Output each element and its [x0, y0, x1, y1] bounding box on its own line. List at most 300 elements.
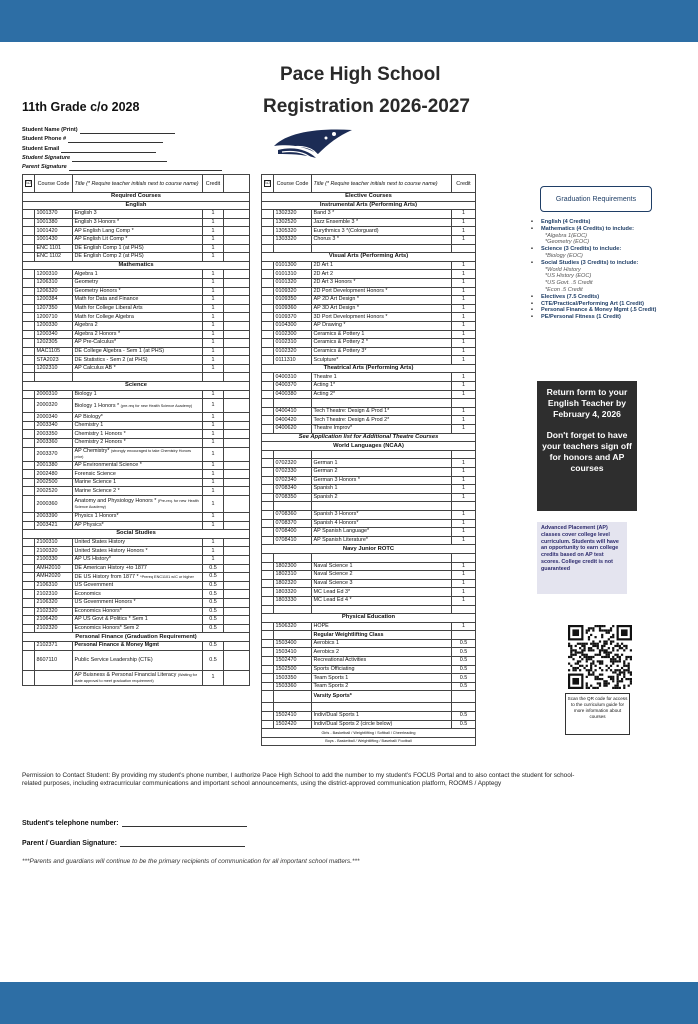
checkbox-cell[interactable] [23, 461, 35, 470]
parent-signature-label: Parent Signature [22, 164, 67, 171]
checkbox-cell[interactable] [262, 210, 274, 219]
initials-cell[interactable] [224, 399, 250, 413]
checkbox-cell[interactable] [262, 278, 274, 287]
checkbox-cell[interactable] [262, 382, 274, 391]
initials-cell[interactable] [224, 330, 250, 339]
checkbox-cell[interactable] [23, 421, 35, 430]
initials-cell[interactable] [224, 439, 250, 448]
cell: MAC1105 [35, 347, 73, 356]
course-row [23, 339, 250, 348]
initials-cell[interactable] [224, 538, 250, 547]
checkbox-cell[interactable] [23, 218, 35, 227]
cell: AP Environmental Science * [73, 461, 203, 470]
cell: Algebra 2 Honors * [73, 330, 203, 339]
blank-cell [262, 399, 274, 408]
check-header [23, 175, 35, 193]
blank-row [262, 399, 476, 408]
section-title: Navy Junior ROTC [262, 545, 476, 554]
cell: AP US History* [73, 555, 203, 564]
required-courses-table [22, 174, 250, 686]
cell: DE English Comp 2 (at PHS) [73, 253, 203, 262]
checkbox-cell[interactable] [262, 720, 274, 729]
blank-row [262, 244, 476, 253]
cell: 1 [203, 547, 224, 556]
checkbox-cell[interactable] [262, 579, 274, 588]
checkbox-cell[interactable] [23, 339, 35, 348]
parent-guardian-field[interactable] [120, 838, 245, 847]
checkbox-cell[interactable] [23, 650, 35, 670]
initials-cell[interactable] [224, 573, 250, 582]
code-header: Course Code [274, 175, 312, 193]
checkbox-cell[interactable] [262, 313, 274, 322]
checkbox-cell[interactable] [23, 487, 35, 496]
cell: 2102310 [35, 590, 73, 599]
cell: 1 [203, 399, 224, 413]
course-row [262, 682, 476, 691]
theatre-note-row [262, 433, 476, 442]
blank-cell [452, 553, 476, 562]
initials-cell[interactable] [224, 430, 250, 439]
cell: 1802300 [274, 562, 312, 571]
cell: 0.5 [452, 665, 476, 674]
course-row [262, 510, 476, 519]
cell: 1503400 [274, 639, 312, 648]
course-row [23, 413, 250, 422]
cell: 0.5 [203, 564, 224, 573]
course-row [262, 304, 476, 313]
checkbox-cell[interactable] [262, 519, 274, 528]
checkbox-cell[interactable] [23, 278, 35, 287]
section-header [23, 193, 250, 202]
checkbox-cell[interactable] [23, 296, 35, 305]
checkbox-cell[interactable] [262, 468, 274, 477]
checkbox-cell[interactable] [23, 538, 35, 547]
cell: 1 [452, 321, 476, 330]
checkbox-cell[interactable] [23, 439, 35, 448]
course-title: DE US History from 1877 * [74, 573, 139, 580]
checkbox-cell[interactable] [262, 571, 274, 580]
checkbox-cell[interactable] [262, 339, 274, 348]
weightlifting-title: Regular Weightlifting Class [312, 631, 452, 640]
checkbox-cell[interactable] [23, 616, 35, 625]
blank-cell [312, 605, 452, 614]
section-title: Required Courses [23, 193, 250, 202]
cell: 1 [203, 270, 224, 279]
checkbox-cell[interactable] [262, 648, 274, 657]
checkbox-cell[interactable] [262, 459, 274, 468]
checkbox-cell[interactable] [23, 513, 35, 522]
cell: Tech Theatre: Design & Prod 2* [312, 416, 452, 425]
checkbox-cell[interactable] [262, 536, 274, 545]
cell: Sculpture* [312, 356, 452, 365]
course-row [262, 528, 476, 537]
course-row [23, 304, 250, 313]
course-row [262, 407, 476, 416]
checkbox-cell[interactable] [262, 330, 274, 339]
cell: 1 [452, 425, 476, 434]
cell: 1 [452, 382, 476, 391]
initials-cell[interactable] [224, 590, 250, 599]
checkbox-cell[interactable] [262, 296, 274, 305]
cell: 1 [452, 528, 476, 537]
telephone-field[interactable] [122, 818, 247, 827]
cell: 1 [452, 519, 476, 528]
requirement-subitem: *US Govt. .5 Credit [545, 280, 593, 287]
cell: 1 [203, 521, 224, 530]
course-row [23, 430, 250, 439]
checkbox-cell[interactable] [23, 304, 35, 313]
checkbox-icon: ☑ [265, 179, 270, 186]
checkbox-cell[interactable] [23, 244, 35, 253]
cell: 1200310 [35, 270, 73, 279]
cell: AMH2010 [35, 564, 73, 573]
cell: Math for Data and Finance [73, 296, 203, 305]
checkbox-cell[interactable] [23, 564, 35, 573]
blank-cell [73, 373, 203, 382]
initials-cell[interactable] [224, 235, 250, 244]
initials-cell[interactable] [224, 521, 250, 530]
cell: Acting 2* [312, 390, 452, 399]
blank-cell [262, 244, 274, 253]
cell: 1 [203, 487, 224, 496]
checkbox-cell[interactable] [23, 235, 35, 244]
cell: 0.5 [203, 590, 224, 599]
cell: 1202310 [35, 364, 73, 373]
course-row [23, 399, 250, 413]
checkbox-cell[interactable] [262, 562, 274, 571]
qr-code-icon[interactable] [568, 625, 632, 689]
checkbox-cell[interactable] [23, 347, 35, 356]
checkbox-cell[interactable] [23, 430, 35, 439]
cell: 1 [452, 278, 476, 287]
checkbox-cell[interactable] [262, 425, 274, 434]
checkbox-cell[interactable] [262, 596, 274, 605]
return-form-text: Return form to your English Teacher by February 4, 2026 [546, 387, 628, 419]
initials-cell[interactable] [224, 287, 250, 296]
checkbox-cell[interactable] [23, 470, 35, 479]
checkbox-cell[interactable] [262, 321, 274, 330]
cell: 1 [203, 253, 224, 262]
checkbox-cell[interactable] [262, 485, 274, 494]
checkbox-cell[interactable] [23, 496, 35, 513]
initials-cell[interactable] [224, 616, 250, 625]
cell: German 3 Honors * [312, 476, 452, 485]
checkbox-cell[interactable] [23, 413, 35, 422]
cell: 0102310 [274, 339, 312, 348]
cell: 1 [452, 562, 476, 571]
checkbox-cell[interactable] [262, 691, 274, 703]
initials-cell[interactable] [224, 496, 250, 513]
course-row [262, 519, 476, 528]
checkbox-cell[interactable] [262, 304, 274, 313]
checkbox-cell[interactable] [262, 510, 274, 519]
cell: Band 3 * [312, 210, 452, 219]
initials-cell[interactable] [224, 278, 250, 287]
initials-cell[interactable] [224, 364, 250, 373]
cell: Math for College Liberal Arts [73, 304, 203, 313]
checkbox-cell[interactable] [23, 313, 35, 322]
initials-cell[interactable] [224, 218, 250, 227]
course-row [262, 468, 476, 477]
requirement-subitem: *US History (EOC) [545, 273, 592, 280]
checkbox-cell[interactable] [23, 590, 35, 599]
checkbox-cell[interactable] [262, 682, 274, 691]
course-row [262, 459, 476, 468]
cell: 1207350 [35, 304, 73, 313]
course-row [262, 485, 476, 494]
checkbox-cell[interactable] [262, 476, 274, 485]
check-header [262, 175, 274, 193]
cell: Chorus 3 * [312, 235, 452, 244]
checkbox-cell[interactable] [262, 416, 274, 425]
initials-cell[interactable] [224, 447, 250, 461]
checkbox-cell[interactable] [262, 657, 274, 666]
course-row [262, 493, 476, 502]
initials-cell[interactable] [224, 487, 250, 496]
cell: AP US Govt & Politics * Sem 1 [73, 616, 203, 625]
checkbox-cell[interactable] [262, 218, 274, 227]
cell: Ceramics & Pottery 2 * [312, 339, 452, 348]
checkbox-cell[interactable] [262, 407, 274, 416]
student-phone-label: Student Phone # [22, 136, 67, 143]
checkbox-cell[interactable] [262, 622, 274, 631]
student-phone-field[interactable] [68, 135, 163, 143]
checkbox-cell[interactable] [262, 674, 274, 683]
checkbox-cell[interactable] [262, 227, 274, 236]
credit-header: Credit [203, 175, 224, 193]
section-header [262, 614, 476, 623]
course-row [23, 210, 250, 219]
checkbox-cell[interactable] [23, 356, 35, 365]
initials-cell[interactable] [224, 244, 250, 253]
cell: Biology 1 [73, 390, 203, 399]
checkbox-cell[interactable] [23, 210, 35, 219]
cell: 1 [203, 218, 224, 227]
blank-row [262, 450, 476, 459]
cell [35, 670, 73, 685]
initials-cell[interactable] [224, 607, 250, 616]
cell: 1503360 [274, 682, 312, 691]
initials-cell[interactable] [224, 555, 250, 564]
initials-cell[interactable] [224, 478, 250, 487]
checkbox-cell[interactable] [23, 555, 35, 564]
blank-cell [274, 703, 312, 712]
requirement-subitem: *Econ .5 Credit [545, 286, 583, 293]
checkbox-cell[interactable] [262, 588, 274, 597]
initials-cell[interactable] [224, 513, 250, 522]
checkbox-cell[interactable] [262, 347, 274, 356]
student-signature-field[interactable] [72, 154, 167, 162]
checkbox-cell[interactable] [23, 521, 35, 530]
initials-cell[interactable] [224, 650, 250, 670]
checkbox-cell[interactable] [23, 447, 35, 461]
requirement-item: • PE/Personal Fitness (1 Credit) [529, 314, 694, 321]
table-header [262, 175, 476, 193]
initials-cell[interactable] [224, 304, 250, 313]
checkbox-cell[interactable] [23, 270, 35, 279]
cell: Algebra 1 [73, 270, 203, 279]
parent-signature-line [22, 838, 245, 847]
initials-cell[interactable] [224, 470, 250, 479]
course-row [262, 313, 476, 322]
initials-cell[interactable] [224, 253, 250, 262]
checkbox-cell[interactable] [262, 390, 274, 399]
initials-cell[interactable] [224, 356, 250, 365]
blank-cell [452, 691, 476, 703]
cell: 1 [452, 304, 476, 313]
cell: 0102300 [274, 330, 312, 339]
course-row [262, 339, 476, 348]
cell: Aerobics 2 [312, 648, 452, 657]
initials-cell[interactable] [224, 581, 250, 590]
course-row [262, 571, 476, 580]
cell: Indiv/Dual Sports 2 (circle below) [312, 720, 452, 729]
checkbox-cell[interactable] [262, 639, 274, 648]
checkbox-cell[interactable] [262, 287, 274, 296]
parent-signature-field[interactable] [69, 163, 222, 171]
course-row [262, 347, 476, 356]
initials-cell[interactable] [224, 227, 250, 236]
cell: 1200340 [35, 330, 73, 339]
checkbox-cell[interactable] [23, 330, 35, 339]
cell: Team Sports 1 [312, 674, 452, 683]
initials-cell[interactable] [224, 313, 250, 322]
student-email-field[interactable] [61, 145, 156, 153]
cell: 1 [203, 244, 224, 253]
cell: 1 [203, 513, 224, 522]
blank-cell [274, 553, 312, 562]
checkbox-cell[interactable] [23, 624, 35, 633]
initials-cell[interactable] [224, 210, 250, 219]
cell: Theatre 1 [312, 373, 452, 382]
initials-cell[interactable] [224, 270, 250, 279]
checkbox-cell[interactable] [262, 712, 274, 721]
checkbox-cell[interactable] [262, 665, 274, 674]
cell: 1802310 [274, 571, 312, 580]
blank-cell [312, 703, 452, 712]
checkbox-cell[interactable] [23, 670, 35, 685]
initials-cell[interactable] [224, 413, 250, 422]
initials-cell[interactable] [224, 390, 250, 399]
initials-cell[interactable] [224, 564, 250, 573]
initials-cell[interactable] [224, 461, 250, 470]
course-row [23, 581, 250, 590]
initials-cell[interactable] [224, 421, 250, 430]
cell: 1 [203, 461, 224, 470]
initials-cell[interactable] [224, 598, 250, 607]
cell [73, 496, 203, 513]
checkbox-cell[interactable] [23, 478, 35, 487]
cell: 1 [452, 493, 476, 502]
cell: 1803320 [274, 588, 312, 597]
initials-cell[interactable] [224, 641, 250, 650]
checkbox-cell[interactable] [23, 287, 35, 296]
checkbox-cell[interactable] [23, 364, 35, 373]
checkbox-cell[interactable] [23, 399, 35, 413]
course-row [262, 210, 476, 219]
initials-cell[interactable] [224, 670, 250, 685]
checkbox-cell[interactable] [23, 581, 35, 590]
sports-note-row [262, 729, 476, 738]
checkbox-cell[interactable] [23, 547, 35, 556]
initials-cell[interactable] [224, 296, 250, 305]
course-row [23, 470, 250, 479]
checkbox-cell[interactable] [23, 253, 35, 262]
course-row [262, 270, 476, 279]
cell: Aerobics 1 [312, 639, 452, 648]
cell: Physics 1 Honors* [73, 513, 203, 522]
checkbox-cell[interactable] [23, 321, 35, 330]
blank-cell [224, 373, 250, 382]
initials-cell[interactable] [224, 321, 250, 330]
checkbox-cell[interactable] [23, 227, 35, 236]
course-row [23, 439, 250, 448]
cell: 1 [452, 596, 476, 605]
cell: 1200384 [35, 296, 73, 305]
cell: 0.5 [452, 639, 476, 648]
cell: Economics Honors* Sem 2 [73, 624, 203, 633]
blank-cell [274, 605, 312, 614]
course-row [23, 227, 250, 236]
checkbox-cell[interactable] [262, 261, 274, 270]
checkbox-cell[interactable] [262, 528, 274, 537]
checkbox-cell[interactable] [23, 390, 35, 399]
checkbox-cell[interactable] [23, 598, 35, 607]
cell: 3D Port Development Honors * [312, 313, 452, 322]
checkbox-cell[interactable] [23, 573, 35, 582]
cell: 1 [203, 287, 224, 296]
course-row [23, 330, 250, 339]
course-row [262, 227, 476, 236]
initials-cell[interactable] [224, 547, 250, 556]
checkbox-cell[interactable] [23, 641, 35, 650]
course-row [23, 555, 250, 564]
initials-cell[interactable] [224, 624, 250, 633]
cell: Geometry [73, 278, 203, 287]
cell [73, 670, 203, 685]
cell: 1 [452, 510, 476, 519]
checkbox-cell[interactable] [23, 607, 35, 616]
cell: 0702320 [274, 459, 312, 468]
cell: 0708400 [274, 528, 312, 537]
checkbox-cell[interactable] [262, 356, 274, 365]
checkbox-cell[interactable] [262, 270, 274, 279]
checkbox-cell[interactable] [262, 631, 274, 640]
course-title: Anatomy and Physiology Honors * [74, 498, 157, 504]
cell: 1 [203, 390, 224, 399]
student-name-field[interactable] [80, 126, 175, 134]
initials-cell[interactable] [224, 339, 250, 348]
blank-cell [262, 703, 274, 712]
section-title: Theatrical Arts (Performing Arts) [262, 364, 476, 373]
course-row [262, 261, 476, 270]
course-row [23, 461, 250, 470]
cell: Chemistry 2 Honors * [73, 439, 203, 448]
cell: Recreational Activities [312, 657, 452, 666]
teacher-signoff-text: Don't forget to have your teachers sign off for honors and AP courses [542, 430, 632, 473]
checkbox-cell[interactable] [262, 235, 274, 244]
requirement-item: • English (4 Credits) [529, 219, 694, 226]
cell: 1 [203, 339, 224, 348]
initials-cell[interactable] [224, 347, 250, 356]
course-note-2: state approval to meet graduation requirement) [74, 678, 154, 683]
checkbox-cell[interactable] [262, 373, 274, 382]
cell: 1202305 [35, 339, 73, 348]
cell: 1 [452, 536, 476, 545]
cell: English 3 Honors * [73, 218, 203, 227]
checkbox-cell[interactable] [262, 493, 274, 502]
cell: 2D Port Development Honors * [312, 287, 452, 296]
